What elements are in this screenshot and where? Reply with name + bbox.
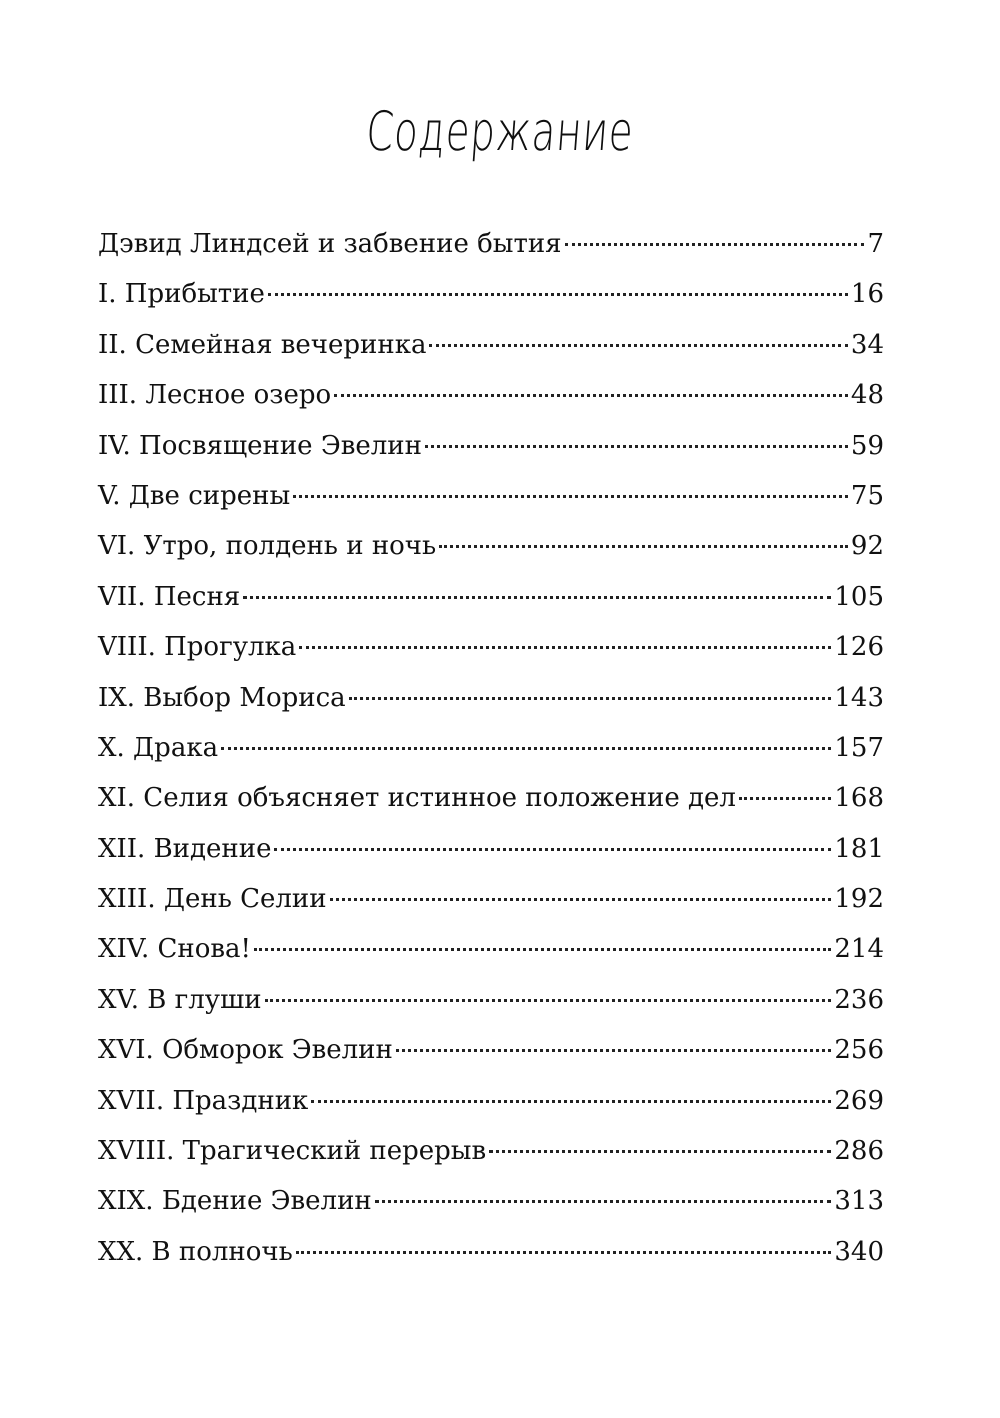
toc-entry-title: IV. Посвящение Эвелин [98,430,422,461]
toc-entry-page: 313 [834,1186,884,1217]
toc-leader-dots [375,1200,832,1203]
toc-entry-page: 157 [834,732,884,763]
toc-leader-dots [739,797,831,800]
toc-entry-page: 126 [834,632,884,663]
toc-leader-dots [396,1049,832,1052]
page-title: Содержание [364,100,636,163]
toc-leader-dots [221,747,831,750]
toc-leader-dots [293,495,848,498]
toc-entry-page: 92 [850,531,884,562]
toc-entry-title: XI. Селия объясняет истинное положение дел [98,783,736,814]
toc-leader-dots [330,898,832,901]
toc-leader-dots [334,394,848,397]
toc-entry-page: 269 [834,1085,884,1116]
toc-entry[interactable] [98,773,884,823]
toc-entry[interactable] [98,269,884,319]
toc-entry[interactable] [98,1227,884,1277]
toc-entry-title: XVIII. Трагический перерыв [98,1136,487,1167]
toc-entry[interactable] [98,1025,884,1075]
toc-entry-title: II. Семейная вечеринка [98,329,427,360]
toc-leader-dots [489,1150,831,1153]
toc-entry-title: XIX. Бдение Эвелин [98,1186,372,1217]
toc-entry[interactable] [98,521,884,571]
toc-entry-page: 75 [850,480,884,511]
toc-entry[interactable] [98,975,884,1025]
toc-entry[interactable] [98,1176,884,1226]
toc-entry-page: 168 [834,783,884,814]
toc-entry[interactable] [98,370,884,420]
toc-entry-page: 256 [834,1035,884,1066]
toc-leader-dots [425,445,848,448]
toc-entry-title: XVI. Обморок Эвелин [98,1035,393,1066]
toc-entry-title: VIII. Прогулка [98,632,297,663]
toc-entry[interactable] [98,824,884,874]
toc-entry-title: I. Прибытие [98,279,265,310]
toc-entry-title: III. Лесное озеро [98,380,332,411]
toc-leader-dots [439,545,848,548]
toc-entry-title: V. Две сирены [98,480,291,511]
toc-entry-page: 340 [834,1236,884,1267]
toc-entry-page: 236 [834,984,884,1015]
toc-entry-page: 181 [834,833,884,864]
toc-entry-page: 34 [850,329,884,360]
toc-leader-dots [268,293,848,296]
toc-entry[interactable] [98,924,884,974]
toc-leader-dots [311,1100,831,1103]
toc-entry-title: Дэвид Линдсей и забвение бытия [98,229,562,259]
toc-leader-dots [565,243,865,246]
toc-entry-title: XIII. День Селии [98,884,327,915]
toc-entry-title: XII. Видение [98,833,272,864]
toc-leader-dots [254,948,831,951]
table-of-contents [98,219,884,1277]
toc-entry-title: X. Драка [98,732,219,763]
toc-entry-page: 192 [834,884,884,915]
toc-entry-title: XV. В глуши [98,984,262,1015]
toc-entry-page: 59 [850,430,884,461]
toc-entry[interactable] [98,622,884,672]
toc-entry-title: XX. В полночь [98,1236,293,1267]
toc-entry[interactable] [98,1076,884,1126]
toc-entry-page: 214 [834,934,884,965]
toc-entry-page: 143 [834,682,884,713]
toc-leader-dots [274,848,831,851]
toc-entry[interactable] [98,421,884,471]
toc-entry[interactable] [98,219,884,269]
toc-entry-title: XIV. Снова! [98,934,252,965]
toc-entry-page: 16 [850,279,884,310]
toc-entry-page: 286 [834,1136,884,1167]
toc-entry[interactable] [98,320,884,370]
toc-leader-dots [349,697,832,700]
toc-entry[interactable] [98,723,884,773]
toc-entry[interactable] [98,874,884,924]
toc-entry-title: XVII. Праздник [98,1085,309,1116]
toc-leader-dots [299,646,831,649]
toc-entry-title: IX. Выбор Мориса [98,682,346,713]
toc-entry[interactable] [98,471,884,521]
toc-entry-title: VI. Утро, полдень и ночь [98,531,437,562]
toc-leader-dots [265,999,832,1002]
toc-leader-dots [296,1251,832,1254]
toc-entry[interactable] [98,572,884,622]
toc-entry[interactable] [98,673,884,723]
toc-leader-dots [429,344,847,347]
toc-entry-page: 105 [834,581,884,612]
toc-entry[interactable] [98,1126,884,1176]
toc-leader-dots [243,596,831,599]
toc-entry-page: 48 [850,380,884,411]
toc-entry-title: VII. Песня [98,581,241,612]
toc-entry-page: 7 [867,229,884,259]
